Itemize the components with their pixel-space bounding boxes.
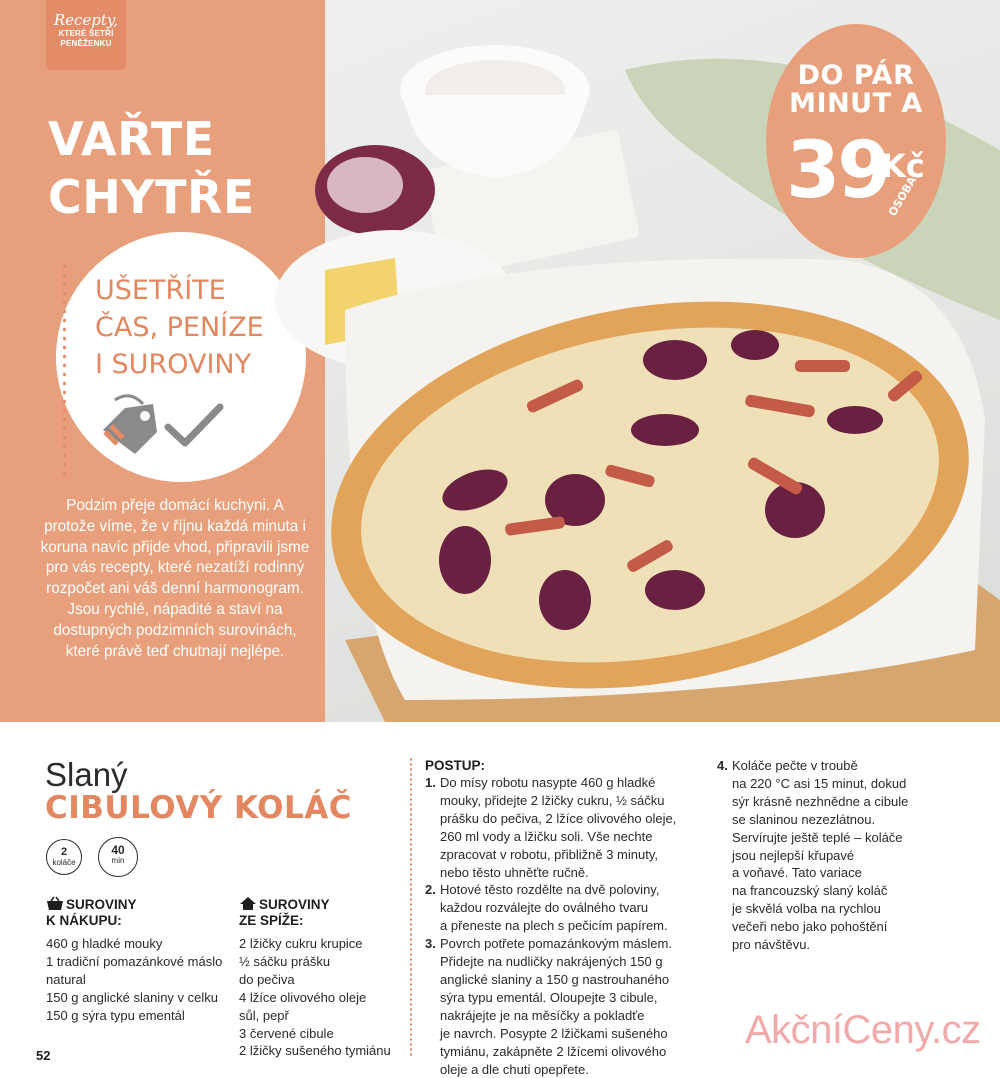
badge-per-person: OSOBA: [886, 174, 919, 218]
step-line: večeři nebo jako pohoštění: [732, 918, 987, 936]
step-line: tymiánu, zakápněte 2 lžícemi olivového: [440, 1043, 710, 1061]
intro-panel: [0, 0, 325, 722]
watermark-part-2: Ceny.cz: [843, 1008, 981, 1052]
savings-line-2: ČAS, PENÍZE: [95, 309, 264, 346]
pantry-header: [239, 896, 330, 929]
badge-line-1: DO PÁR: [766, 60, 946, 91]
badge-price: 39: [786, 126, 889, 216]
step-line: 260 ml vody a lžičku soli. Vše nechte: [440, 828, 710, 846]
step-line: sýr krásně nezhnědne a cibule: [732, 793, 987, 811]
step-line: nakrájejte je na měsíčky a pokladťe: [440, 1007, 710, 1025]
method-step: [425, 774, 710, 881]
house-icon: [239, 896, 257, 911]
step-line: na 220 °C asi 15 minut, dokud: [732, 775, 987, 793]
shopping-title-1: SUROVINY: [66, 897, 137, 912]
ingredient-item: 460 g hladké mouky: [46, 935, 226, 953]
watermark: [745, 1008, 981, 1053]
shopping-header: [46, 896, 137, 929]
step-line: Hotové těsto rozdělte na dvě poloviny,: [440, 881, 710, 899]
column-divider: [410, 757, 412, 1057]
step-line: jsou nejlepší křupavé: [732, 847, 987, 865]
price-tag-check-icon: [90, 385, 230, 455]
pantry-title-1: SUROVINY: [259, 897, 330, 912]
ingredient-item: 150 g anglické slaniny v celku: [46, 989, 226, 1007]
servings-number: 2: [47, 846, 81, 858]
recipes-tag: [46, 0, 126, 70]
step-line: je skvělá volba na rychlou: [732, 900, 987, 918]
ingredient-item: do pečiva: [239, 971, 409, 989]
time-badge: [98, 837, 138, 877]
step-line: sýra typu ementál. Oloupejte 3 cibule,: [440, 989, 710, 1007]
step-line: Do mísy robotu nasypte 460 g hladké: [440, 774, 710, 792]
step-number: 2.: [425, 881, 436, 899]
recipe-title-big: CIBULOVÝ KOLÁČ: [45, 790, 352, 826]
headline-line-1: VAŘTE: [48, 110, 278, 168]
price-badge: [766, 24, 946, 258]
tag-line-1: KTERÉ ŠETŘÍ: [46, 29, 126, 39]
method-step: [425, 881, 710, 935]
ingredient-item: 1 tradiční pomazánkové máslo: [46, 953, 226, 971]
servings-unit: koláče: [47, 858, 81, 867]
step-line: Servírujte ještě teplé – koláče: [732, 829, 987, 847]
step-line: zpracovat v robotu, přibližně 3 minuty,: [440, 846, 710, 864]
shopping-title-2: K NÁKUPU:: [46, 913, 122, 928]
servings-badge: [46, 839, 82, 875]
step-line: pro návštěvu.: [732, 936, 987, 954]
step-number: 3.: [425, 935, 436, 953]
ingredient-item: 150 g sýra typu ementál: [46, 1007, 226, 1025]
step-line: každou rozválejte do oválného tvaru: [440, 899, 710, 917]
recipe-title-small: Slaný: [45, 756, 128, 794]
method-steps-column-2: [717, 757, 987, 954]
method-step: [717, 757, 987, 954]
pantry-title-2: ZE SPÍŽE:: [239, 913, 304, 928]
watermark-part-1: Akční: [745, 1008, 843, 1052]
step-number: 4.: [717, 757, 728, 775]
step-line: je navrch. Posypte 2 lžičkami sušeného: [440, 1025, 710, 1043]
step-line: Přidejte na nudličky nakrájených 150 g: [440, 953, 710, 971]
step-line: Povrch potřete pomazánkovým máslem.: [440, 935, 710, 953]
intro-text: Podzim přeje domácí kuchyni. A protože víme, že v říjnu každá minuta i koruna navíc přijde vhod, připravili jsme pro vás recepty, které nezatíží rodinný rozpočet ani váš denní harmonogram. Jsou rychlé, nápadité a staví na dostupných podzimních surovinách, které právě teď chutnají nejlépe.: [40, 496, 310, 662]
step-line: oleje a dle chuti opepřete.: [440, 1061, 710, 1078]
step-line: na francouzský slaný koláč: [732, 882, 987, 900]
step-line: mouky, přidejte 2 lžičky cukru, ½ sáčku: [440, 792, 710, 810]
step-line: a přeneste na plech s pečicím papírem.: [440, 917, 710, 935]
savings-line-3: I SUROVINY: [95, 346, 264, 383]
step-number: 1.: [425, 774, 436, 792]
step-line: anglické slaniny a 150 g nastrouhaného: [440, 971, 710, 989]
ingredient-item: 3 červené cibule: [239, 1025, 409, 1043]
method-step: [425, 935, 710, 1078]
ingredient-item: 2 lžičky cukru krupice: [239, 935, 409, 953]
headline-line-2: CHYTŘE: [48, 168, 278, 226]
step-line: Koláče pečte v troubě: [732, 757, 987, 775]
badge-line-2: MINUT A: [766, 88, 946, 119]
step-line: nebo těsto uhněťte ručně.: [440, 864, 710, 882]
badge-currency: Kč: [881, 147, 925, 185]
ingredient-item: natural: [46, 971, 226, 989]
ingredient-item: sůl, pepř: [239, 1007, 409, 1025]
ingredient-item: 4 lžíce olivového oleje: [239, 989, 409, 1007]
ingredient-item: ½ sáčku prášku: [239, 953, 409, 971]
step-line: prášku do pečiva, 2 lžíce olivového oleje,: [440, 810, 710, 828]
ingredient-item: 2 lžičky sušeného tymiánu: [239, 1042, 409, 1060]
time-number: 40: [99, 844, 137, 856]
savings-line-1: UŠETŘÍTE: [95, 272, 264, 309]
tag-line-2: PENĚŽENKU: [46, 39, 126, 49]
time-unit: min: [99, 856, 137, 865]
headline: [48, 110, 278, 226]
shopping-basket-icon: [46, 896, 64, 911]
step-line: a voňavé. Tato variace: [732, 864, 987, 882]
method-title: POSTUP:: [425, 758, 485, 773]
method-steps-column-1: [425, 774, 710, 1078]
savings-text: [95, 272, 264, 383]
page-number: 52: [36, 1048, 50, 1063]
step-line: se slaninou nezezlátnou.: [732, 811, 987, 829]
pantry-list: [239, 935, 409, 1060]
tag-script: Recepty,: [46, 11, 126, 29]
dotted-divider: [63, 262, 66, 482]
shopping-list: [46, 935, 226, 1025]
